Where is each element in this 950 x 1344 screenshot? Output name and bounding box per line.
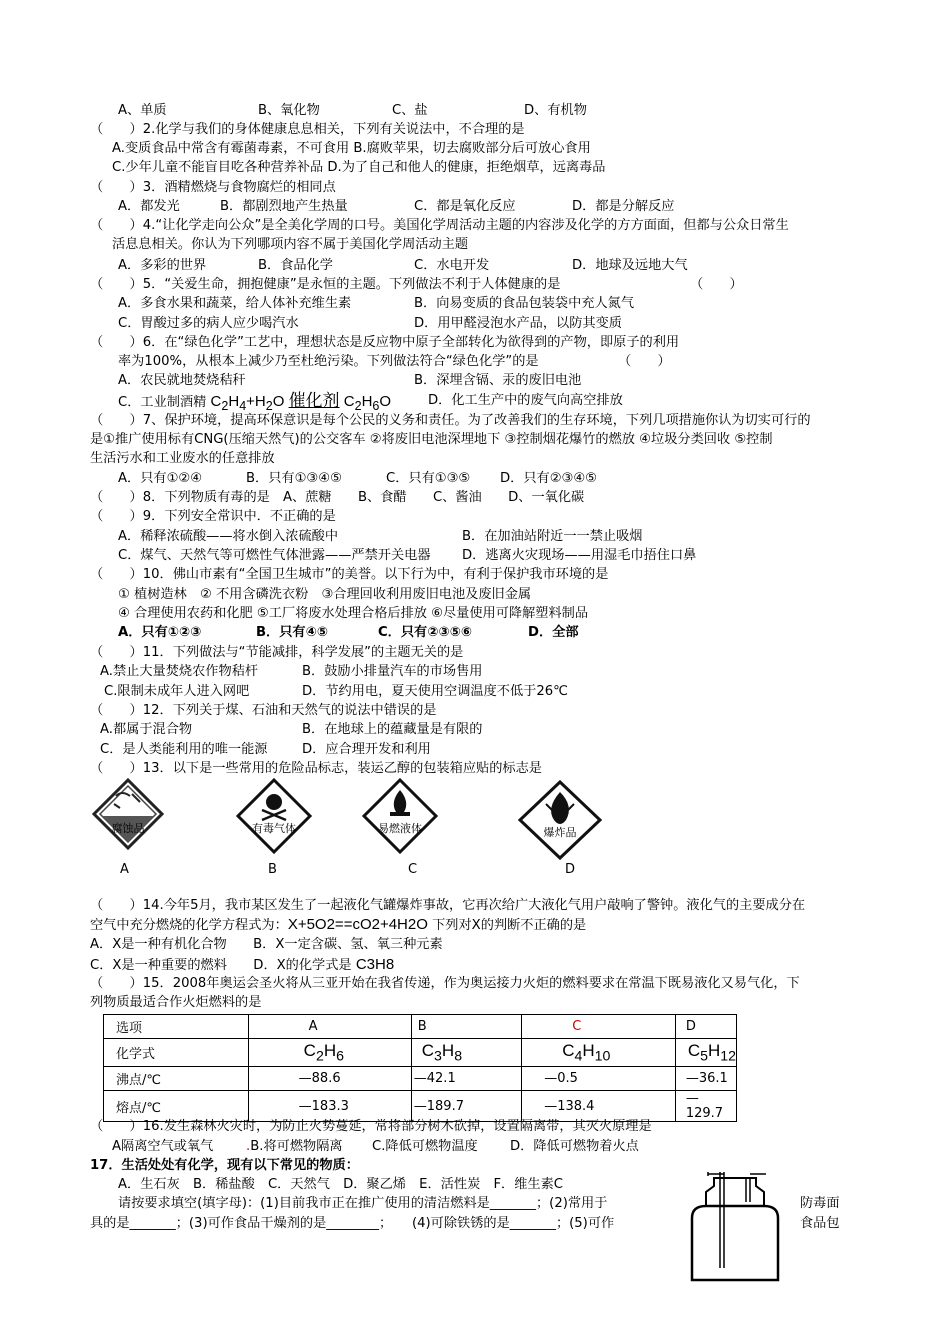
q6-option-a: A．农民就地焚烧秸秆 [118, 373, 246, 388]
q6-option-d: D．化工生产中的废气向高空排放 [428, 393, 623, 408]
q16-option-d: D．降低可燃物着火点 [510, 1139, 639, 1154]
explosive-sign [520, 782, 600, 858]
q7-stem-3: 生活污水和工业废水的任意排放 [90, 451, 275, 466]
header-cell-highlighted: C [522, 1015, 676, 1039]
row-label: 化学式 [104, 1039, 249, 1067]
data-cell: —189.7 [411, 1091, 521, 1122]
q3-option-d: D．都是分解反应 [572, 199, 675, 214]
q5-option-c: C．胃酸过多的病人应少喝汽水 [118, 316, 299, 331]
q10-option-b: B．只有④⑤ [256, 625, 328, 640]
q10-option-c: C．只有②③⑤⑥ [378, 625, 472, 640]
q1-option-a: A、单质 [118, 103, 167, 118]
data-cell: —129.7 [675, 1091, 736, 1122]
q10-items-2: ④ 合理使用农药和化肥 ⑤工厂将废水处理合格后排放 ⑥尽量使用可降解塑料制品 [118, 606, 589, 621]
q4-option-b: B．食品化学 [258, 258, 333, 273]
q7-option-c: C．只有①③⑤ [386, 471, 471, 486]
q9-option-a: A．稀释浓硫酸——将水倒入浓硫酸中 [118, 529, 339, 544]
q7-stem-2: 是①推广使用标有CNG(压缩天然气)的公交客车 ②将废旧电池深埋地下 ③控制烟花爆竹的燃放 ④垃圾分类回收 ⑤控制 [90, 432, 773, 447]
q17-stem: 17．生活处处有化学，现有以下常见的物质： [90, 1158, 359, 1173]
q8-stem: （ ）8．下列物质有毒的是 A、蔗糖 B、食醋 C、酱油 D、一氧化碳 [90, 490, 585, 505]
sign-label-d: 爆炸品 [543, 826, 577, 839]
sign-letter-d: D [565, 862, 576, 877]
sign-label-a: 腐蚀品 [111, 822, 145, 835]
q9-option-d: D．逃离火灾现场——用湿毛巾捂住口鼻 [462, 548, 697, 563]
data-cell: —36.1 [675, 1067, 736, 1091]
q12-option-b: B．在地球上的蕴藏量是有限的 [302, 722, 483, 737]
flammable-liquid-sign [364, 780, 436, 852]
q2-options-cd: C.少年儿童不能盲目吃各种营养补品 D.为了自己和他人的健康，拒绝烟草，远离毒品 [112, 160, 606, 175]
q4-stem: （ ）4.“让化学走向公众”是全美化学周的口号。美国化学周活动主题的内容涉及化学的方方面面，但都与公众日常生 [90, 218, 789, 233]
q9-option-b: B．在加油站附近一一禁止吸烟 [462, 529, 643, 544]
fuel-options-table [103, 1014, 737, 1122]
q3-option-a: A．都发光 [118, 199, 180, 214]
q2-options-ab: A.变质食品中常含有霉菌毒素，不可食用 B.腐败苹果，切去腐败部分后可放心食用 [112, 141, 591, 156]
q3-stem: （ ）3．酒精燃烧与食物腐烂的相同点 [90, 180, 336, 195]
q16-option-c: C.降低可燃物温度 [372, 1139, 478, 1154]
q4-option-c: C．水电开发 [414, 258, 490, 273]
combustion-equation: X+5O2==cO2+4H2O [287, 916, 428, 933]
q1-option-d: D、有机物 [524, 103, 587, 118]
header-cell: 选项 [104, 1015, 249, 1039]
q17-fill-2-end: 食品包 [800, 1216, 840, 1231]
table-row [104, 1091, 737, 1122]
q6-stem-2: 率为100%，从根本上减少乃至杜绝污染。下列做法符合“绿色化学”的是 [118, 354, 539, 369]
q6-stem: （ ）6．在“绿色化学”工艺中，理想状态是反应物中原子全部转化为欲得到的产物，即原子的利用 [90, 335, 680, 350]
table-row [104, 1067, 737, 1091]
q11-option-a: A.禁止大量焚烧农作物秸杆 [100, 664, 259, 679]
q3-option-c: C．都是氧化反应 [414, 199, 516, 214]
q7-option-b: B．只有①③④⑤ [246, 471, 342, 486]
q10-option-d: D．全部 [528, 625, 579, 640]
ethanol-formula: $C_2H_6O$ [343, 393, 392, 413]
row-label: 沸点/℃ [104, 1067, 249, 1091]
hazard-signs [90, 778, 630, 878]
q3-option-b: B．都剧烈地产生热量 [220, 199, 348, 214]
q12-option-c: C．是人类能利用的唯一能源 [100, 742, 268, 757]
q5-option-b: B．向易变质的食品包装袋中充人氮气 [414, 296, 635, 311]
q10-items-1: ① 植树造林 ② 不用含磷洗衣粉 ③合理回收利用废旧电池及废旧金属 [118, 587, 532, 602]
ethylene-formula: $C_2H_4+H_2O$ [210, 393, 285, 413]
q15-stem-2: 列物质最适合作火炬燃料的是 [90, 995, 262, 1010]
row-label: 熔点/℃ [104, 1091, 249, 1122]
q4-option-d: D．地球及远地大气 [572, 258, 688, 273]
formula-cell: $C_2H_6$ [248, 1039, 411, 1067]
q16-option-b: .B.将可燃物隔离 [246, 1139, 343, 1154]
sign-letter-c: C [408, 862, 418, 877]
q5-option-a: A．多食水果和蔬菜，给人体补充维生素 [118, 296, 352, 311]
data-cell: —42.1 [411, 1067, 521, 1091]
q5-stem: （ ）5．“关爱生命，拥抱健康”是永恒的主题。下列做法不利于人体健康的是 [90, 277, 561, 292]
q7-option-a: A．只有①②④ [118, 471, 203, 486]
header-cell: A [248, 1015, 411, 1039]
data-cell: —183.3 [248, 1091, 411, 1122]
q12-stem: （ ）12．下列关于煤、石油和天然气的说法中错误的是 [90, 703, 437, 718]
q4-option-a: A．多彩的世界 [118, 258, 207, 273]
data-cell: —138.4 [522, 1091, 676, 1122]
q5-answer-paren: （ ） [690, 277, 743, 292]
q14-options-cd: C．X是一种重要的燃料 D．X的化学式是 C3H8 [90, 956, 395, 973]
q9-stem: （ ）9．下列安全常识中．不正确的是 [90, 509, 336, 524]
q6-option-c [118, 393, 391, 414]
sign-letter-a: A [120, 862, 129, 877]
q16-stem: （ ）16.发生森林火灾时，为防止火势蔓延，常将部分树木砍掉，设置隔离带，其灭火原理是 [90, 1119, 652, 1134]
q1-option-b: B、氧化物 [258, 103, 320, 118]
q4-stem-2: 活息息相关。你认为下列哪项内容不属于美国化学周活动主题 [112, 237, 469, 252]
table-row [104, 1015, 737, 1039]
q15-stem: （ ）15．2008年奥运会圣火将从三亚开始在我省传递，作为奥运接力火炬的燃料要求在常温下既易液化又易气化，下 [90, 976, 800, 991]
formula-cell: $C_4H_{10}$ [522, 1039, 676, 1067]
q10-option-a: A．只有①②③ [118, 625, 202, 640]
q17-fill-2: 具的是_______；(3)可作食品干燥剂的是________； (4)可除铁锈的是_______；(5)可作 [90, 1216, 615, 1231]
q16-option-a: A隔离空气或氧气 [112, 1139, 214, 1154]
q11-stem: （ ）11．下列做法与“节能减排，科学发展”的主题无关的是 [90, 645, 464, 660]
sign-letter-b: B [268, 862, 277, 877]
formula-cell: $C_3H_8$ [411, 1039, 521, 1067]
q13-stem: （ ）13．以下是一些常用的危险品标志，装运乙醇的包装箱应贴的标志是 [90, 761, 542, 776]
gas-bottle-illustration [680, 1172, 790, 1287]
corrosive-sign [94, 780, 162, 848]
q10-stem: （ ）10．佛山市素有“全国卫生城市”的美誉。以下行为中，有利于保护我市环境的是 [90, 567, 609, 582]
q7-option-d: D．只有②③④⑤ [500, 471, 598, 486]
data-cell: —0.5 [522, 1067, 676, 1091]
q7-stem: （ ）7、保护环境，提高环保意识是每个公民的义务和责任。为了改善我们的生存环境，下列几项措施你认为切实可行的 [90, 413, 811, 428]
q11-option-d: D．节约用电，夏天使用空调温度不低于26℃ [302, 684, 568, 699]
data-cell: —88.6 [248, 1067, 411, 1091]
q2-stem: （ ）2.化学与我们的身体健康息息相关，下列有关说法中，不合理的是 [90, 122, 525, 137]
table-row [104, 1039, 737, 1067]
q14-options-ab: A．X是一种有机化合物 B．X一定含碳、氢、氧三种元素 [90, 937, 443, 952]
q12-option-d: D．应合理开发和利用 [302, 742, 431, 757]
sign-label-b: 有毒气体 [252, 822, 296, 835]
q1-option-c: C、盐 [392, 103, 428, 118]
q6-option-c-text: C．工业制酒精 [118, 395, 207, 410]
header-cell: D [675, 1015, 736, 1039]
catalyst-label: 催化剂 [288, 391, 340, 410]
q11-option-c: C.限制未成年人进入网吧 [104, 684, 250, 699]
q17-fill-1-end: 防毒面 [800, 1196, 840, 1211]
q9-option-c: C．煤气、天然气等可燃性气体泄露——严禁开关电器 [118, 548, 431, 563]
q12-option-a: A.都属于混合物 [100, 722, 193, 737]
q5-option-d: D．用甲醛浸泡水产品，以防其变质 [414, 316, 622, 331]
q11-option-b: B．鼓励小排量汽车的市场售用 [302, 664, 483, 679]
q6-option-b: B．深埋含镉、汞的废旧电池 [414, 373, 582, 388]
q17-substances: A．生石灰 B．稀盐酸 C．天然气 D．聚乙烯 E．活性炭 F．维生素C [118, 1177, 563, 1192]
q14-stem: （ ）14.今年5月，我市某区发生了一起液化气罐爆炸事故，它再次给广大液化气用户敲响了警钟。液化气的主要成分在 [90, 898, 806, 913]
header-cell: B [411, 1015, 521, 1039]
sign-label-c: 易燃液体 [378, 822, 422, 835]
q17-fill-1: 请按要求填空(填字母)：(1)目前我市正在推广使用的清洁燃料是_______；(2)常用于 [118, 1196, 608, 1211]
q14-stem-2: 空气中充分燃烧的化学方程式为：X+5O2==cO2+4H2O 下列对X的判断不正确的是 [90, 916, 587, 933]
formula-cell: $C_5H_{12}$ [675, 1039, 736, 1067]
toxic-gas-sign [238, 780, 310, 852]
q6-answer-paren: （ ） [618, 354, 671, 369]
